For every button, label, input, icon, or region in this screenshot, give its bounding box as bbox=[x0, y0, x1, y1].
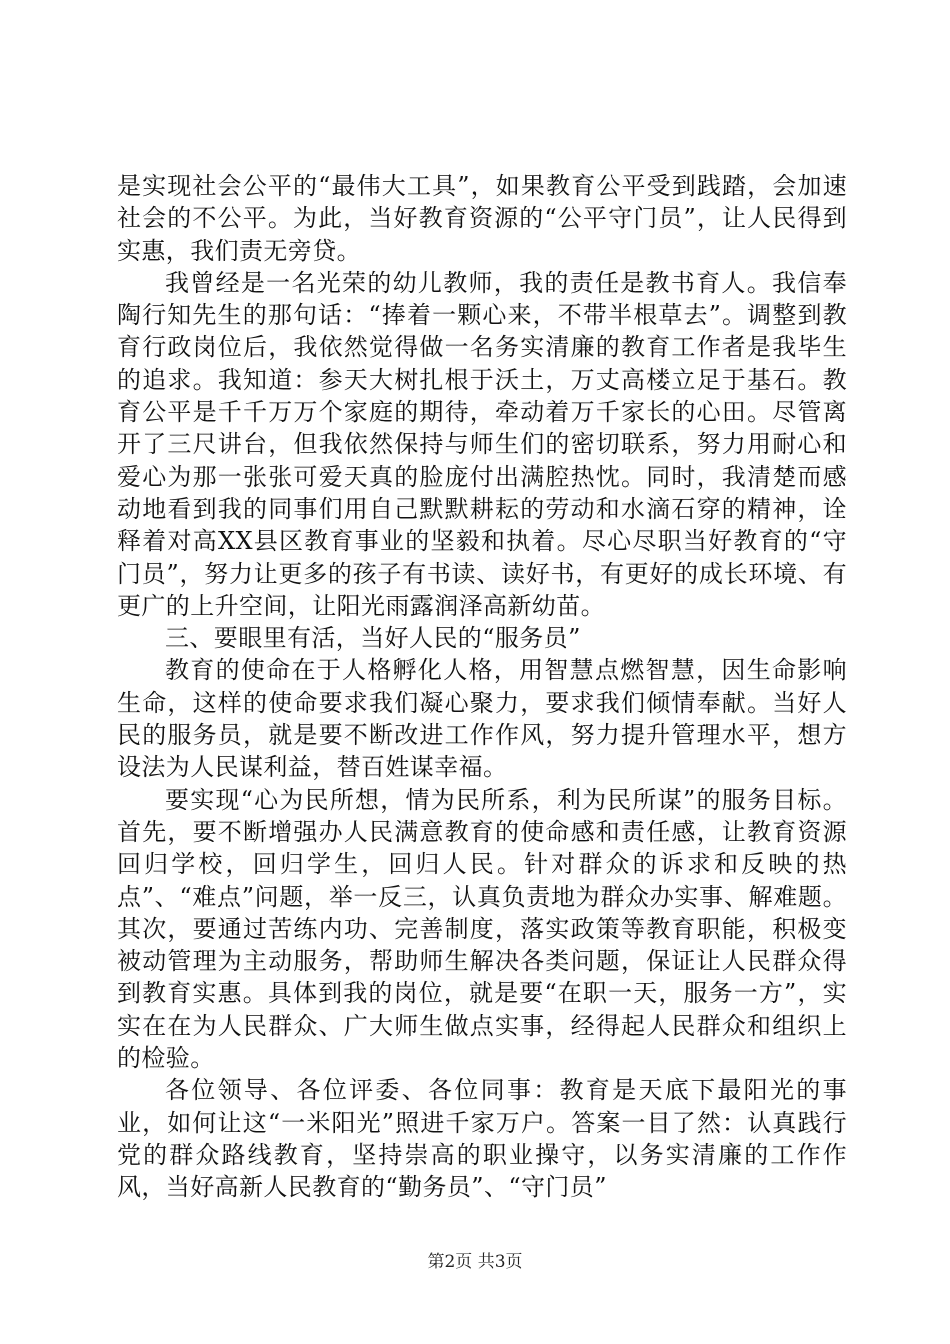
paragraph-closing: 各位领导、各位评委、各位同事：教育是天底下最阳光的事业，如何让这“一米阳光”照进千家万户。答案一目了然：认真践行党的群众路线教育，坚持崇高的职业操守，以务实清廉的工作作风，当好高新人民教育的“勤务员”、“守门员” bbox=[117, 1076, 847, 1202]
document-body bbox=[117, 170, 847, 1204]
paragraph-continuation: 是实现社会公平的“最伟大工具”，如果教育公平受到践踏，会加速社会的不公平。为此，当好教育资源的“公平守门员”，让人民得到实惠，我们责无旁贷。 bbox=[117, 172, 847, 265]
page-footer: 第2页 共3页 bbox=[427, 1252, 523, 1272]
paragraph-teacher: 我曾经是一名光荣的幼儿教师，我的责任是教书育人。我信奉陶行知先生的那句话：“捧着一颗心来，不带半根草去”。调整到教育行政岗位后，我依然觉得做一名务实清廉的教育工作者是我毕生的追求。我知道：参天大树扎根于沃土，万丈高楼立足于基石。教育公平是千千万万个家庭的期待，牵动着万千家长的心田。尽管离开了三尺讲台，但我依然保持与师生们的密切联系，努力用耐心和爱心为那一张张可爱天真的脸庞付出满腔热忱。同时，我清楚而感动地看到我的同事们用自己默默耕耘的劳动和水滴石穿的精神，诠释着对高XX县区教育事业的坚毅和执着。尽心尽职当好教育的“守门员”，努力让更多的孩子有书读、读好书，有更好的成长环境、有更广的上升空间，让阳光雨露润泽高新幼苗。 bbox=[117, 268, 847, 620]
section-heading: 三、要眼里有活，当好人民的“服务员” bbox=[165, 624, 581, 653]
paragraph-service-goal: 要实现“心为民所想，情为民所系，利为民所谋”的服务目标。首先，要不断增强办人民满意教育的使命感和责任感，让教育资源回归学校，回归学生，回归人民。针对群众的诉求和反映的热点”、“难点”问题，举一反三，认真负责地为群众办实事、解难题。其次，要通过苦练内功、完善制度，落实政策等教育职能，积极变被动管理为主动服务，帮助师生解决各类问题，保证让人民群众得到教育实惠。具体到我的岗位，就是要“在职一天，服务一方”，实实在在为人民群众、广大师生做点实事，经得起人民群众和组织上的检验。 bbox=[117, 785, 847, 1073]
paragraph-mission: 教育的使命在于人格孵化人格，用智慧点燃智慧，因生命影响生命，这样的使命要求我们凝心聚力，要求我们倾情奉献。当好人民的服务员，就是要不断改进工作作风，努力提升管理水平，想方设法为人民谋利益，替百姓谋幸福。 bbox=[117, 656, 847, 782]
